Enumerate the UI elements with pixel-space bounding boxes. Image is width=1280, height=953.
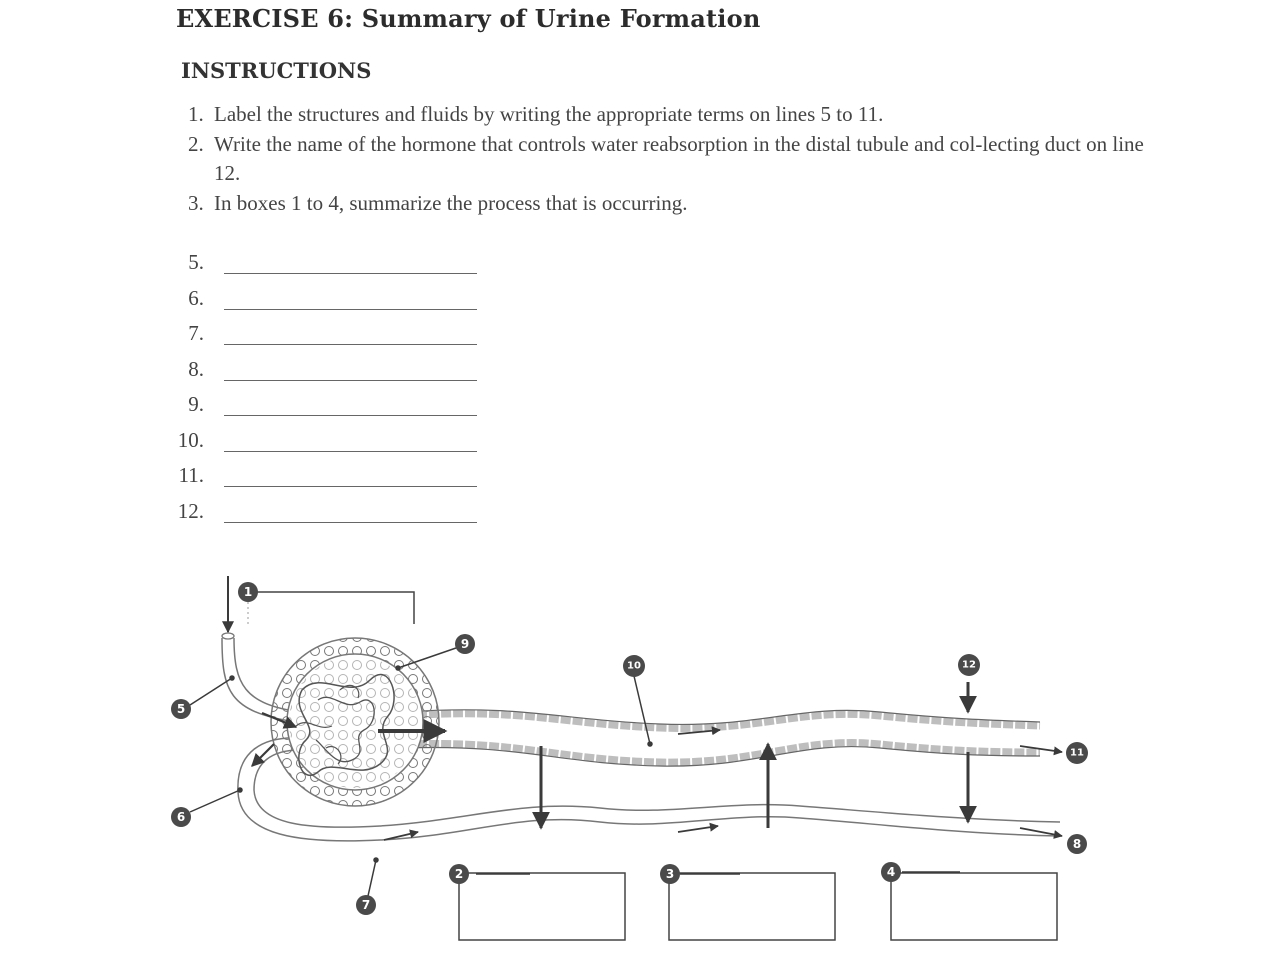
marker-3	[660, 864, 680, 884]
answer-line-11[interactable]	[160, 463, 480, 493]
renal-tubule	[405, 710, 1040, 766]
answer-line-7[interactable]	[160, 321, 480, 351]
answer-line-number: 6.	[188, 285, 204, 310]
marker-label: 8	[1072, 837, 1082, 851]
instruction-step	[188, 130, 1148, 189]
marker-7	[356, 895, 376, 915]
marker-9	[455, 634, 475, 654]
exercise-title: EXERCISE 6: Summary of Urine Formation	[176, 4, 761, 33]
instructions-heading: INSTRUCTIONS	[181, 58, 372, 83]
answer-line-number: 10.	[177, 427, 204, 452]
answer-line-8[interactable]	[160, 357, 480, 387]
marker-label: 9	[460, 637, 470, 651]
nephron-diagram-svg	[0, 560, 1280, 953]
answer-blank[interactable]	[224, 415, 477, 416]
marker-4	[881, 862, 901, 882]
instruction-step-number: 2.	[188, 131, 204, 156]
marker-2	[449, 864, 469, 884]
marker-11	[1066, 742, 1088, 764]
answer-line-number: 8.	[188, 356, 204, 381]
answer-line-number: 5.	[188, 250, 204, 274]
marker-label: 7	[361, 898, 371, 912]
summary-box-3[interactable]	[669, 873, 835, 940]
marker-label: 6	[176, 810, 186, 824]
answer-line-9[interactable]	[160, 392, 480, 422]
instruction-step	[188, 100, 1148, 130]
summary-box-4[interactable]	[891, 873, 1057, 940]
marker-label: 3	[665, 867, 675, 881]
marker-1	[238, 582, 258, 602]
answer-line-number: 7.	[188, 321, 204, 345]
answer-blank[interactable]	[224, 344, 477, 345]
marker-label: 10	[627, 660, 641, 672]
answer-blank[interactable]	[224, 486, 477, 487]
marker-label: 5	[176, 702, 186, 716]
instruction-step-text: In boxes 1 to 4, summarize the process that is occurring.	[214, 190, 688, 215]
marker-6	[171, 807, 191, 827]
answer-line-number: 11.	[178, 463, 204, 487]
marker-label: 11	[1070, 747, 1084, 759]
marker-10	[623, 655, 645, 677]
answer-line-5[interactable]	[160, 250, 480, 280]
nephron-diagram	[0, 560, 1280, 953]
marker-8	[1067, 834, 1087, 854]
marker-label: 12	[962, 659, 976, 671]
instruction-list	[188, 100, 1148, 218]
answer-blank[interactable]	[224, 273, 477, 274]
instruction-step-text: Label the structures and fluids by writing the appropriate terms on lines 5 to 11.	[214, 102, 884, 126]
summary-box-2[interactable]	[459, 873, 625, 940]
marker-label: 4	[886, 865, 896, 879]
instruction-step-number: 1.	[188, 102, 204, 126]
answer-line-6[interactable]	[160, 286, 480, 316]
answer-line-number: 12.	[177, 498, 204, 523]
answer-line-12[interactable]	[160, 499, 480, 529]
answer-line-10[interactable]	[160, 428, 480, 458]
instruction-step	[188, 189, 1148, 219]
marker-5	[171, 699, 191, 719]
summary-box-1[interactable]	[248, 592, 414, 625]
marker-12	[958, 654, 980, 676]
answer-blank[interactable]	[224, 522, 477, 523]
instruction-step-number: 3.	[188, 190, 204, 215]
answer-blank[interactable]	[224, 309, 477, 310]
instruction-step-text: Write the name of the hormone that controls water reabsorption in the distal tubule and col-lecting duct on line 12.	[214, 131, 1144, 185]
answer-blank[interactable]	[224, 451, 477, 452]
marker-label: 2	[454, 867, 464, 881]
answer-line-number: 9.	[188, 392, 204, 416]
answer-blank[interactable]	[224, 380, 477, 381]
marker-label: 1	[243, 585, 253, 599]
